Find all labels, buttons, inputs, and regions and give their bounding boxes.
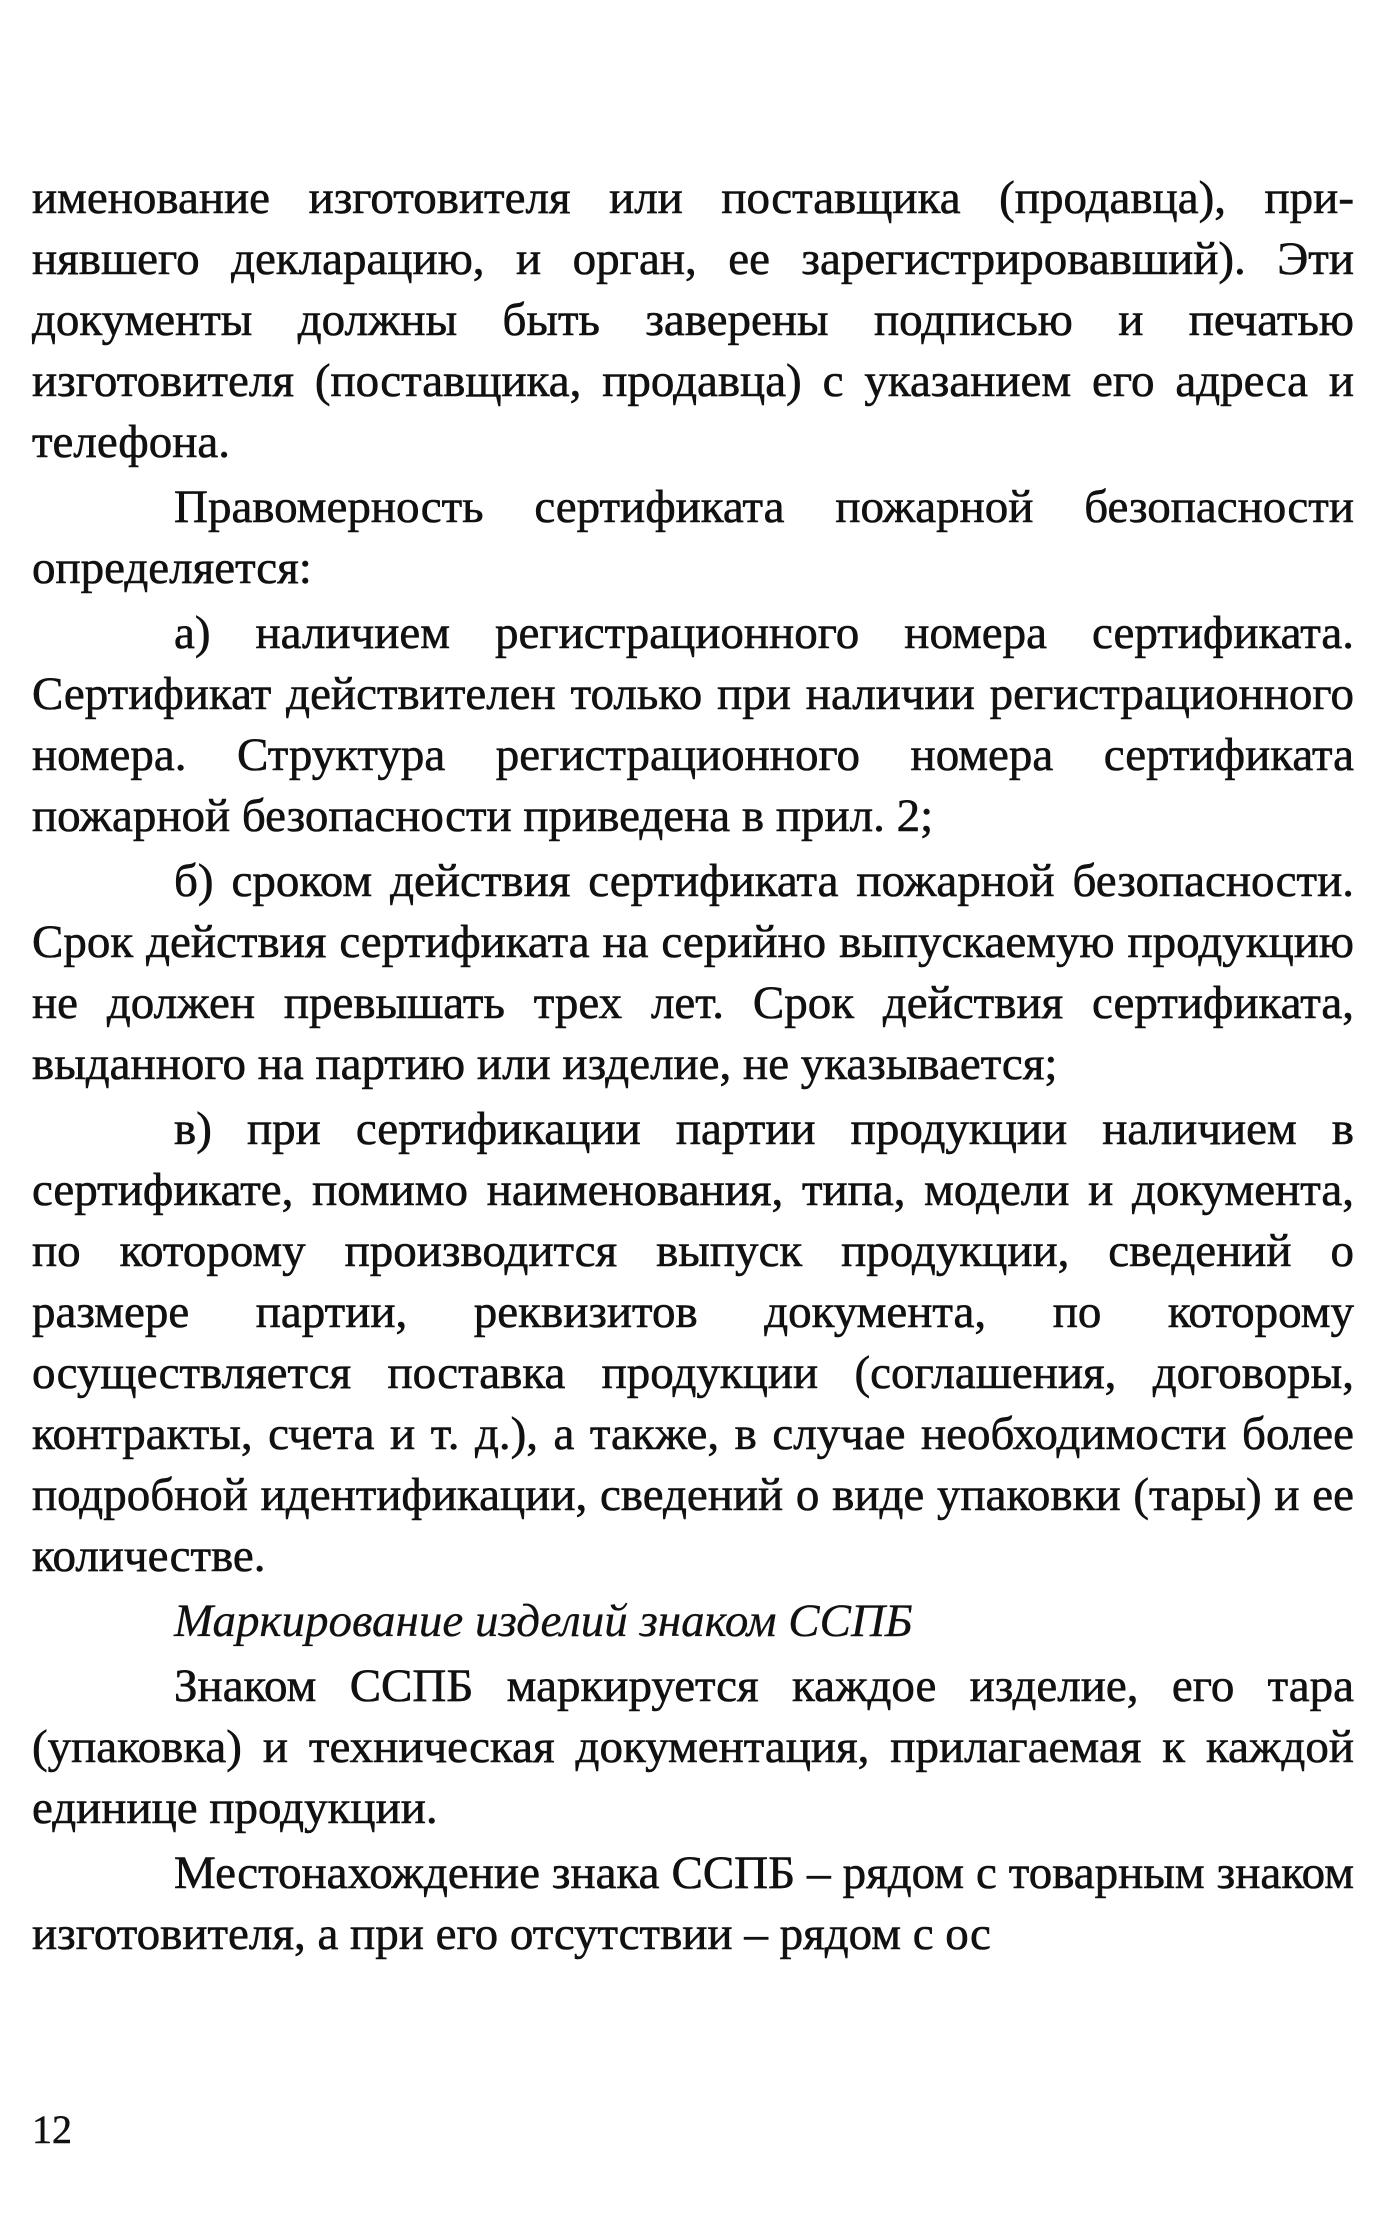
- paragraph-item-a: а) наличием регистрационного номера сертификата. Сертификат действителен только при наличии регистрационного номера. Структура регистрационного номера сертификата пожарной безопасности приведена в прил. 2;: [32, 607, 1354, 842]
- paragraph-item-b: б) сроком действия сертификата пожарной безопасности. Срок действия сертификата на серийно выпускаемую продукцию не должен превышать трех лет. Срок действия сертификата, выданного на партию или изделие, не указывается;: [32, 855, 1354, 1090]
- paragraph-marking: Знаком ССПБ маркируется каждое изделие, его тара (упаковка) и техническая документация, прилагаемая к каждой единице продукции.: [32, 1660, 1354, 1834]
- section-heading: Маркирование изделий знаком ССПБ: [174, 1595, 913, 1647]
- page-number: 12: [32, 2107, 72, 2152]
- paragraph-continuation: именование изготовителя или поставщика (продавца), принявшего декларацию, и орган, ее зарегистрировавший). Эти документы должны быть заверены подписью и печатью изготовителя (поставщика, продавца) с указанием его адреса и телефона.: [32, 172, 1354, 468]
- paragraph-location: Местонахождение знака ССПБ – рядом с товарным знаком изготовителя, а при его отсутствии – рядом с ос: [32, 1847, 1354, 1960]
- paragraph-certificate-validity: Правомерность сертификата пожарной безопасности определяется:: [32, 481, 1354, 594]
- paragraph-item-c: в) при сертификации партии продукции наличием в сертификате, помимо наименования, типа, модели и документа, по которому производится выпуск продукции, сведений о размере партии, реквизитов документа, по которому осуществляется поставка продукции (соглашения, договоры, контракты, счета и т. д.), а также, в случае необходимости более подробной идентификации, сведений о виде упаковки (тары) и ее количестве.: [32, 1103, 1354, 1582]
- body-text: [32, 168, 1354, 1969]
